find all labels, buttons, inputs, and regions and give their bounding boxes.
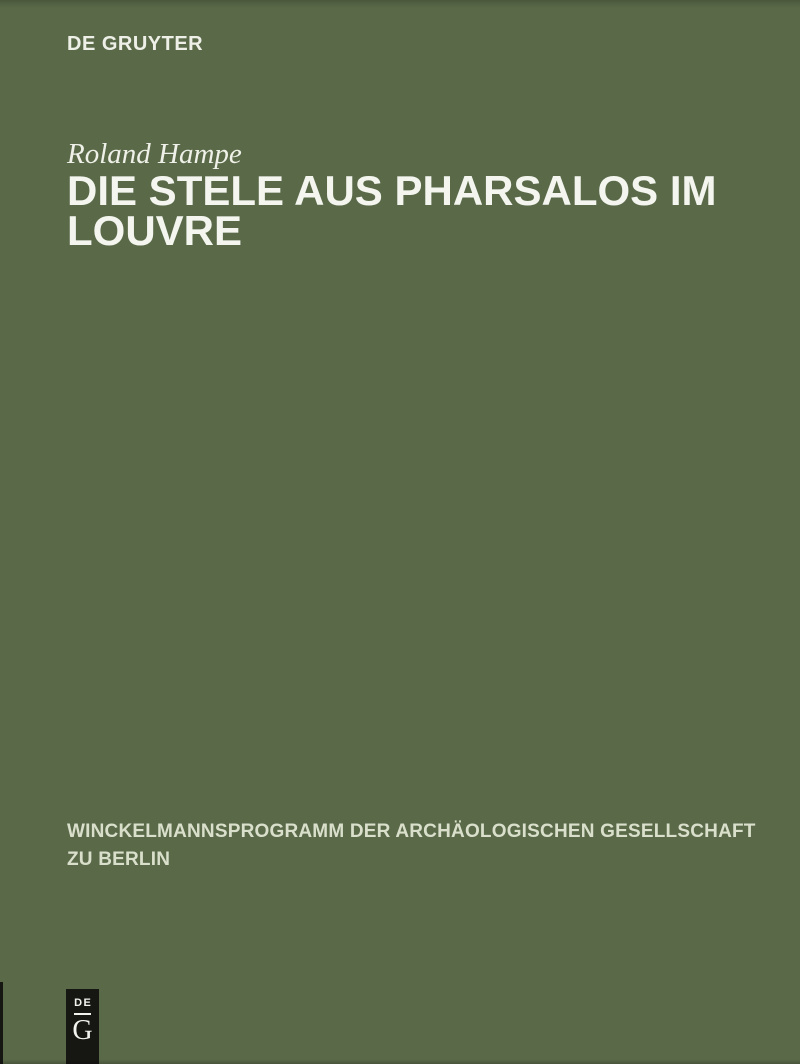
- book-title: DIE STELE AUS PHARSALOS IM LOUVRE: [67, 167, 717, 254]
- left-edge-strip: [0, 982, 3, 1064]
- publisher-wordmark: DE GRUYTER: [67, 33, 204, 55]
- de-gruyter-logo: [66, 989, 99, 1064]
- book-author: Roland Hampe: [67, 138, 242, 170]
- series-title: WINCKELMANNSPROGRAMM DER ARCHÄOLOGISCHEN GESELLSCHAFT ZU BERLIN: [67, 821, 756, 870]
- logo-g-text: G: [72, 1015, 93, 1046]
- logo-de-text: DE: [74, 997, 93, 1009]
